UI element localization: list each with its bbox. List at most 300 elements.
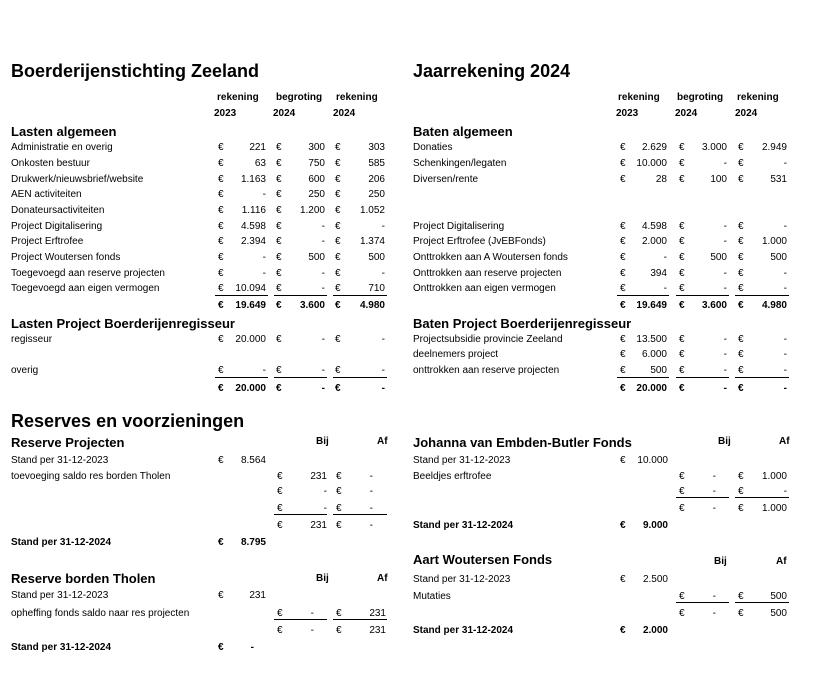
- amount-cell: 750: [308, 158, 325, 169]
- currency-symbol: €: [335, 300, 341, 311]
- income-label: deelnemers project: [413, 349, 499, 360]
- amount-cell: 1.000: [761, 503, 787, 514]
- amount-cell: 2.000: [641, 236, 667, 247]
- currency-symbol: €: [276, 334, 282, 345]
- amount-cell: -: [321, 383, 325, 394]
- income-label: onttrokken aan reserve projecten: [413, 365, 560, 376]
- currency-symbol: €: [218, 142, 224, 153]
- amount-cell: -: [323, 503, 327, 514]
- currency-symbol: €: [620, 455, 626, 466]
- amount-cell: -: [712, 486, 716, 497]
- currency-symbol: €: [738, 471, 744, 482]
- expense-label: Drukwerk/nieuwsbrief/website: [11, 174, 144, 185]
- amount-cell: -: [783, 486, 787, 497]
- column-header: rekening: [737, 92, 779, 103]
- currency-symbol: €: [218, 365, 224, 376]
- currency-symbol: €: [679, 300, 685, 311]
- amount-cell: 3.600: [299, 300, 325, 311]
- amount-cell: -: [381, 268, 385, 279]
- underline-rule: [274, 377, 327, 378]
- currency-symbol: €: [620, 221, 626, 232]
- amount-cell: -: [381, 383, 385, 394]
- currency-symbol: €: [218, 221, 224, 232]
- currency-symbol: €: [620, 383, 626, 394]
- column-bij: Bij: [714, 556, 727, 567]
- amount-cell: -: [723, 158, 727, 169]
- currency-symbol: €: [276, 268, 282, 279]
- currency-symbol: €: [679, 283, 685, 294]
- underline-rule: [735, 602, 789, 603]
- amount-cell: -: [663, 283, 667, 294]
- currency-symbol: €: [336, 608, 342, 619]
- income-label: Projectsubsidie provincie Zeeland: [413, 334, 563, 345]
- currency-symbol: €: [218, 642, 224, 653]
- underline-rule: [735, 497, 789, 498]
- amount-cell: -: [262, 189, 266, 200]
- amount-cell: -: [310, 625, 314, 636]
- expense-label: Project Erftrofee: [11, 236, 84, 247]
- amount-cell: 585: [368, 158, 385, 169]
- mutation-label: Beeldjes erftrofee: [413, 471, 492, 482]
- amount-cell: 231: [310, 520, 327, 531]
- underline-rule: [676, 497, 729, 498]
- currency-symbol: €: [277, 486, 283, 497]
- underline-rule: [617, 377, 669, 378]
- amount-cell: -: [723, 334, 727, 345]
- currency-symbol: €: [335, 283, 341, 294]
- amount-cell: -: [783, 383, 787, 394]
- currency-symbol: €: [218, 268, 224, 279]
- currency-symbol: €: [218, 537, 224, 548]
- amount-cell: -: [783, 349, 787, 360]
- currency-symbol: €: [276, 283, 282, 294]
- column-af: Af: [779, 436, 790, 447]
- currency-symbol: €: [620, 365, 626, 376]
- expense-label: Donateursactiviteiten: [11, 205, 105, 216]
- amount-cell: -: [321, 283, 325, 294]
- amount-cell: 250: [368, 189, 385, 200]
- currency-symbol: €: [679, 142, 685, 153]
- currency-symbol: €: [218, 334, 224, 345]
- amount-cell: -: [783, 334, 787, 345]
- amount-cell: -: [381, 365, 385, 376]
- currency-symbol: €: [738, 283, 744, 294]
- amount-cell: 231: [369, 625, 386, 636]
- section-title-expenses: Lasten algemeen: [11, 124, 117, 139]
- amount-cell: 231: [249, 590, 266, 601]
- currency-symbol: €: [620, 520, 626, 531]
- amount-cell: -: [369, 486, 373, 497]
- underline-rule: [274, 619, 327, 620]
- underline-rule: [215, 295, 268, 296]
- amount-cell: -: [723, 268, 727, 279]
- amount-cell: -: [723, 283, 727, 294]
- income-label: Onttrokken aan eigen vermogen: [413, 283, 556, 294]
- expense-label: Administratie en overig: [11, 142, 113, 153]
- amount-cell: -: [369, 471, 373, 482]
- income-label: Onttrokken aan A Woutersen fonds: [413, 252, 568, 263]
- amount-cell: 63: [254, 158, 266, 169]
- amount-cell: 500: [368, 252, 385, 263]
- amount-cell: -: [783, 365, 787, 376]
- currency-symbol: €: [620, 574, 626, 585]
- amount-cell: -: [783, 221, 787, 232]
- currency-symbol: €: [276, 236, 282, 247]
- currency-symbol: €: [620, 142, 626, 153]
- amount-cell: 500: [308, 252, 325, 263]
- amount-cell: -: [663, 252, 667, 263]
- currency-symbol: €: [336, 503, 342, 514]
- amount-cell: -: [310, 608, 314, 619]
- column-header: begroting: [677, 92, 724, 103]
- currency-symbol: €: [679, 608, 685, 619]
- currency-symbol: €: [335, 142, 341, 153]
- amount-cell: 19.649: [636, 300, 667, 311]
- amount-cell: 10.000: [636, 158, 667, 169]
- amount-cell: 19.649: [235, 300, 266, 311]
- currency-symbol: €: [679, 365, 685, 376]
- stand-end-label: Stand per 31-12-2024: [413, 625, 514, 636]
- currency-symbol: €: [620, 236, 626, 247]
- currency-symbol: €: [620, 349, 626, 360]
- amount-cell: -: [783, 158, 787, 169]
- amount-cell: -: [712, 591, 716, 602]
- currency-symbol: €: [679, 349, 685, 360]
- currency-symbol: €: [679, 236, 685, 247]
- amount-cell: -: [723, 365, 727, 376]
- currency-symbol: €: [620, 158, 626, 169]
- expense-label: Project Woutersen fonds: [11, 252, 121, 263]
- org-title: Boerderijenstichting Zeeland: [11, 61, 260, 81]
- section-title-income: Baten algemeen: [413, 124, 513, 139]
- currency-symbol: €: [679, 486, 685, 497]
- amount-cell: 4.980: [761, 300, 787, 311]
- stand-start-label: Stand per 31-12-2023: [11, 590, 109, 601]
- fund-title: Johanna van Embden-Butler Fonds: [413, 435, 632, 450]
- currency-symbol: €: [679, 383, 685, 394]
- section-title-project-expenses: Lasten Project Boerderijenregisseur: [11, 316, 235, 331]
- amount-cell: 20.000: [636, 383, 667, 394]
- stand-start-label: Stand per 31-12-2023: [11, 455, 109, 466]
- currency-symbol: €: [218, 252, 224, 263]
- amount-cell: 4.598: [240, 221, 266, 232]
- currency-symbol: €: [679, 334, 685, 345]
- amount-cell: 1.163: [240, 174, 266, 185]
- currency-symbol: €: [335, 205, 341, 216]
- currency-symbol: €: [738, 300, 744, 311]
- amount-cell: 1.000: [761, 236, 787, 247]
- currency-symbol: €: [218, 455, 224, 466]
- currency-symbol: €: [218, 158, 224, 169]
- amount-cell: -: [783, 283, 787, 294]
- amount-cell: 3.600: [701, 300, 727, 311]
- amount-cell: -: [712, 608, 716, 619]
- amount-cell: -: [723, 383, 727, 394]
- currency-symbol: €: [218, 383, 224, 394]
- currency-symbol: €: [277, 471, 283, 482]
- expense-label: Onkosten bestuur: [11, 158, 90, 169]
- underline-rule: [274, 514, 327, 515]
- income-label: Onttrokken aan reserve projecten: [413, 268, 562, 279]
- amount-cell: 28: [655, 174, 667, 185]
- currency-symbol: €: [738, 252, 744, 263]
- amount-cell: 6.000: [641, 349, 667, 360]
- amount-cell: 1.116: [241, 205, 266, 216]
- amount-cell: 10.000: [637, 455, 668, 466]
- amount-cell: 2.629: [641, 142, 667, 153]
- currency-symbol: €: [218, 205, 224, 216]
- amount-cell: 500: [650, 365, 667, 376]
- amount-cell: -: [321, 236, 325, 247]
- amount-cell: 2.949: [761, 142, 787, 153]
- amount-cell: 231: [310, 471, 327, 482]
- underline-rule: [333, 619, 387, 620]
- currency-symbol: €: [335, 365, 341, 376]
- amount-cell: 300: [308, 142, 325, 153]
- underline-rule: [333, 514, 387, 515]
- currency-symbol: €: [218, 174, 224, 185]
- amount-cell: -: [783, 268, 787, 279]
- amount-cell: 2.500: [642, 574, 668, 585]
- column-header: rekening: [618, 92, 660, 103]
- income-label: Schenkingen/legaten: [413, 158, 507, 169]
- currency-symbol: €: [276, 142, 282, 153]
- column-year: 2024: [735, 108, 758, 119]
- amount-cell: 3.000: [701, 142, 727, 153]
- underline-rule: [676, 377, 729, 378]
- currency-symbol: €: [738, 174, 744, 185]
- currency-symbol: €: [335, 221, 341, 232]
- currency-symbol: €: [738, 486, 744, 497]
- column-bij: Bij: [316, 436, 329, 447]
- amount-cell: 1.374: [359, 236, 385, 247]
- amount-cell: -: [723, 236, 727, 247]
- column-year: 2024: [675, 108, 698, 119]
- currency-symbol: €: [335, 236, 341, 247]
- mutation-label: Mutaties: [413, 591, 451, 602]
- column-af: Af: [776, 556, 787, 567]
- column-year: 2024: [333, 108, 356, 119]
- currency-symbol: €: [620, 268, 626, 279]
- income-label: Donaties: [413, 142, 453, 153]
- underline-rule: [274, 295, 327, 296]
- amount-cell: 710: [368, 283, 385, 294]
- amount-cell: 20.000: [235, 334, 266, 345]
- currency-symbol: €: [738, 503, 744, 514]
- underline-rule: [333, 377, 387, 378]
- underline-rule: [617, 295, 669, 296]
- amount-cell: -: [723, 221, 727, 232]
- currency-symbol: €: [738, 142, 744, 153]
- currency-symbol: €: [738, 334, 744, 345]
- currency-symbol: €: [620, 334, 626, 345]
- currency-symbol: €: [335, 334, 341, 345]
- amount-cell: -: [262, 365, 266, 376]
- currency-symbol: €: [335, 383, 341, 394]
- amount-cell: 2.394: [240, 236, 266, 247]
- currency-symbol: €: [738, 158, 744, 169]
- amount-cell: 303: [368, 142, 385, 153]
- amount-cell: 500: [770, 252, 787, 263]
- column-af: Af: [377, 436, 388, 447]
- amount-cell: -: [712, 503, 716, 514]
- currency-symbol: €: [738, 236, 744, 247]
- currency-symbol: €: [679, 591, 685, 602]
- reserves-title: Reserves en voorzieningen: [11, 411, 245, 431]
- underline-rule: [676, 602, 729, 603]
- amount-cell: 1.200: [299, 205, 325, 216]
- currency-symbol: €: [277, 503, 283, 514]
- currency-symbol: €: [738, 221, 744, 232]
- currency-symbol: €: [738, 383, 744, 394]
- currency-symbol: €: [620, 252, 626, 263]
- currency-symbol: €: [738, 365, 744, 376]
- currency-symbol: €: [620, 174, 626, 185]
- currency-symbol: €: [738, 608, 744, 619]
- amount-cell: 250: [308, 189, 325, 200]
- amount-cell: 231: [369, 608, 386, 619]
- currency-symbol: €: [276, 300, 282, 311]
- amount-cell: -: [381, 221, 385, 232]
- currency-symbol: €: [336, 486, 342, 497]
- currency-symbol: €: [620, 300, 626, 311]
- underline-rule: [735, 377, 789, 378]
- amount-cell: 1.000: [761, 471, 787, 482]
- expense-label: AEN activiteiten: [11, 189, 82, 200]
- amount-cell: 221: [249, 142, 266, 153]
- currency-symbol: €: [738, 349, 744, 360]
- underline-rule: [333, 295, 387, 296]
- amount-cell: -: [262, 268, 266, 279]
- income-label: Project Digitalisering: [413, 221, 505, 232]
- amount-cell: -: [369, 520, 373, 531]
- currency-symbol: €: [679, 268, 685, 279]
- amount-cell: 10.094: [235, 283, 266, 294]
- currency-symbol: €: [276, 221, 282, 232]
- stand-end-label: Stand per 31-12-2024: [11, 642, 112, 653]
- amount-cell: 500: [770, 608, 787, 619]
- expense-label: regisseur: [11, 334, 53, 345]
- currency-symbol: €: [679, 471, 685, 482]
- amount-cell: 531: [770, 174, 787, 185]
- column-year: 2024: [273, 108, 296, 119]
- amount-cell: -: [712, 471, 716, 482]
- currency-symbol: €: [276, 205, 282, 216]
- stand-end-label: Stand per 31-12-2024: [11, 537, 112, 548]
- reserve-title: Reserve Projecten: [11, 435, 125, 450]
- report-title: Jaarrekening 2024: [413, 61, 571, 81]
- amount-cell: 100: [710, 174, 727, 185]
- amount-cell: 206: [368, 174, 385, 185]
- expense-label: Toegevoegd aan reserve projecten: [11, 268, 165, 279]
- currency-symbol: €: [276, 189, 282, 200]
- stand-start-label: Stand per 31-12-2023: [413, 574, 511, 585]
- currency-symbol: €: [335, 174, 341, 185]
- column-year: 2023: [214, 108, 237, 119]
- column-year: 2023: [616, 108, 639, 119]
- currency-symbol: €: [335, 268, 341, 279]
- column-af: Af: [377, 573, 388, 584]
- amount-cell: -: [321, 334, 325, 345]
- currency-symbol: €: [218, 189, 224, 200]
- currency-symbol: €: [335, 189, 341, 200]
- amount-cell: 600: [308, 174, 325, 185]
- currency-symbol: €: [218, 236, 224, 247]
- reserve-title: Reserve borden Tholen: [11, 571, 156, 586]
- income-label: Project Erftrofee (JvEBFonds): [413, 236, 546, 247]
- currency-symbol: €: [620, 625, 626, 636]
- expense-label: Toegevoegd aan eigen vermogen: [11, 283, 160, 294]
- currency-symbol: €: [276, 252, 282, 263]
- amount-cell: -: [321, 365, 325, 376]
- column-bij: Bij: [316, 573, 329, 584]
- amount-cell: 500: [710, 252, 727, 263]
- currency-symbol: €: [679, 158, 685, 169]
- amount-cell: 500: [770, 591, 787, 602]
- currency-symbol: €: [277, 625, 283, 636]
- amount-cell: 4.598: [641, 221, 667, 232]
- currency-symbol: €: [679, 174, 685, 185]
- section-title-project-income: Baten Project Boerderijenregisseur: [413, 316, 632, 331]
- amount-cell: -: [723, 349, 727, 360]
- stand-end-label: Stand per 31-12-2024: [413, 520, 514, 531]
- underline-rule: [676, 295, 729, 296]
- currency-symbol: €: [336, 520, 342, 531]
- currency-symbol: €: [277, 520, 283, 531]
- column-header: rekening: [217, 92, 259, 103]
- income-label: Diversen/rente: [413, 174, 479, 185]
- amount-cell: 4.980: [359, 300, 385, 311]
- currency-symbol: €: [218, 283, 224, 294]
- amount-cell: 13.500: [636, 334, 667, 345]
- fund-title: Aart Woutersen Fonds: [413, 552, 553, 567]
- currency-symbol: €: [336, 471, 342, 482]
- currency-symbol: €: [218, 590, 224, 601]
- currency-symbol: €: [336, 625, 342, 636]
- currency-symbol: €: [620, 283, 626, 294]
- currency-symbol: €: [335, 158, 341, 169]
- currency-symbol: €: [335, 252, 341, 263]
- underline-rule: [735, 295, 789, 296]
- column-header: begroting: [276, 92, 323, 103]
- amount-cell: 394: [650, 268, 667, 279]
- currency-symbol: €: [679, 503, 685, 514]
- expense-label: overig: [11, 365, 39, 376]
- amount-cell: 8.564: [240, 455, 266, 466]
- currency-symbol: €: [679, 221, 685, 232]
- currency-symbol: €: [276, 158, 282, 169]
- currency-symbol: €: [276, 174, 282, 185]
- amount-cell: -: [323, 486, 327, 497]
- currency-symbol: €: [276, 365, 282, 376]
- mutation-label: toevoeging saldo res borden Tholen: [11, 471, 171, 482]
- currency-symbol: €: [738, 268, 744, 279]
- amount-cell: -: [369, 503, 373, 514]
- amount-cell: -: [262, 252, 266, 263]
- expense-label: Project Digitalisering: [11, 221, 103, 232]
- column-bij: Bij: [718, 436, 731, 447]
- amount-cell: -: [321, 268, 325, 279]
- currency-symbol: €: [276, 383, 282, 394]
- mutation-label: opheffing fonds saldo naar res projecten: [11, 608, 190, 619]
- amount-cell: -: [250, 642, 254, 653]
- amount-cell: 20.000: [235, 383, 266, 394]
- amount-cell: 2.000: [642, 625, 668, 636]
- currency-symbol: €: [277, 608, 283, 619]
- currency-symbol: €: [218, 300, 224, 311]
- amount-cell: 8.795: [240, 537, 266, 548]
- amount-cell: -: [381, 334, 385, 345]
